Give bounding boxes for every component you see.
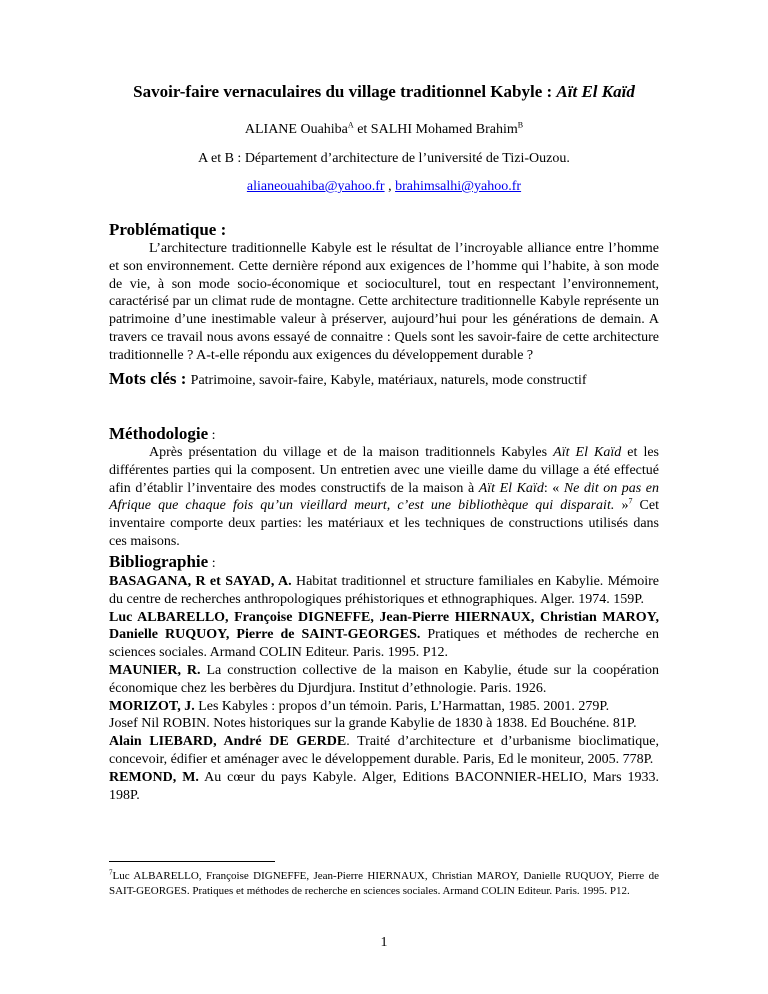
author-1-affiliation-mark: A	[347, 120, 354, 130]
footnote	[109, 869, 659, 899]
heading-methodologie	[109, 424, 216, 444]
bibliography-entry-details: Pratiques et méthodes de recherche en sciences sociales. Armand COLIN Editeur. Paris. 1995. P12.	[109, 627, 659, 661]
title-main: Savoir-faire vernaculaires du village traditionnel Kabyle :	[133, 82, 557, 101]
emails-line	[0, 179, 768, 195]
methodologie-place-1: Aït El Kaïd	[553, 445, 622, 460]
footnote-number: 7	[109, 868, 113, 877]
footnote-separator	[109, 861, 275, 862]
keywords-text: Patrimoine, savoir-faire, Kabyle, matériaux, naturels, mode constructif	[190, 373, 587, 388]
author-2: SALHI Mohamed Brahim	[370, 122, 518, 137]
bibliography-entry-details: . Traité d’architecture et d’urbanisme bioclimatique, concevoir, édifier et aménager avec le développement durable. Paris, Ed le moniteur, 2005. 778P.	[109, 734, 659, 767]
affiliation: A et B : Département d’architecture de l’université de Tizi-Ouzou.	[198, 151, 570, 166]
title-place: Aït El Kaïd	[556, 82, 635, 101]
document-title	[0, 82, 768, 102]
author-2-affiliation-mark: B	[517, 120, 524, 130]
bibliography-entry	[109, 698, 659, 716]
bibliography-entry	[109, 662, 659, 698]
heading-problematique: Problématique :	[109, 220, 227, 239]
authors-line	[0, 122, 768, 138]
author-1: ALIANE Ouahiba	[244, 122, 348, 137]
keywords-line	[109, 369, 587, 389]
methodologie-quote: Ne dit on pas en Afrique que chaque fois qu’un vieillard meurt, c’est une bibliothèque qui disparait.	[109, 480, 660, 514]
bibliography-entry	[109, 769, 659, 805]
bibliography-entry-details: La construction collective de la maison en Kabylie, étude sur la coopération économique chez les berbères du Djurdjura. Institut d’ethnologie. Paris. 1926.	[109, 662, 659, 696]
bibliographie-heading-text: Bibliographie	[109, 552, 209, 571]
methodologie-text-3: : «	[543, 480, 564, 496]
bibliography-entry-authors: Luc ALBARELLO, Françoise DIGNEFFE, Jean-Pierre HIERNAUX, Christian MAROY, Danielle RUQUOY, Pierre de SAINT-GEORGES.	[109, 609, 659, 643]
bibliography-entry-authors: MORIZOT, J.	[109, 698, 195, 714]
bibliography-entry-authors: Alain LIEBARD, André DE GERDE	[109, 734, 347, 750]
bibliography-entry-details: Josef Nil ROBIN. Notes historiques sur la grande Kabylie de 1830 à 1838. Ed Bouchéne. 81P.	[109, 716, 637, 732]
methodologie-text-5: Cet inventaire comporte deux parties: les matériaux et les techniques de constructions utilisés dans ces maisons.	[109, 498, 659, 549]
bibliography-entry-details: Au cœur du pays Kabyle. Alger, Editions BACONNIER-HELIO, Mars 1933. 198P.	[109, 769, 659, 803]
methodologie-place-2: Aït El Kaïd	[478, 480, 544, 496]
methodologie-paragraph	[109, 444, 659, 551]
methodologie-heading-colon: :	[208, 428, 216, 443]
page-number: 1	[380, 935, 388, 950]
bibliography-entry-authors: REMOND, M.	[109, 769, 199, 785]
email-link-2[interactable]: brahimsalhi@yahoo.fr	[395, 179, 522, 194]
problematique-paragraph: L’architecture traditionnelle Kabyle est le résultat de l’incroyable alliance entre l’homme et son environnement. Cette dernière répond aux exigences de l’homme qui l’habite, à son mode de vie, à son mode socio-économique et socioculturel, tout en respectant l’environnement, caractérisé par un climat rude de montagne. Cette architecture traditionnelle Kabyle représente un patrimoine d’une inestimable valeur à préserver, aujourd’hui pour les générations de demain. A travers ce travail nous avons essayé de connaitre : Quels sont les savoir-faire de cette architecture traditionnelle ? A-t-elle répondu aux exigences du développement durable ?	[109, 241, 659, 363]
footnote-text: Luc ALBARELLO, Françoise DIGNEFFE, Jean-Pierre HIERNAUX, Christian MAROY, Danielle RUQUOY, Pierre de SAIT-GEORGES. Pratiques et méthodes de recherche en sciences sociales. Armand COLIN Editeur. Paris. 1995. P12.	[109, 870, 659, 898]
bibliography-entry-authors: BASAGANA, R et SAYAD, A.	[109, 574, 292, 589]
bibliographie-heading-colon: :	[208, 556, 216, 571]
bibliography-entry-details: Habitat traditionnel et structure familiales en Kabylie. Mémoire du centre de recherches anthropologiques préhistoriques et ethnographiques. Alger. 1974. 159P.	[109, 574, 659, 607]
bibliography-entry-authors: MAUNIER, R.	[109, 662, 201, 678]
email-separator: ,	[384, 179, 396, 194]
bibliography-entry	[109, 715, 659, 733]
bibliography-entry	[109, 573, 659, 609]
email-link-1[interactable]: alianeouahiba@yahoo.fr	[246, 179, 385, 194]
methodologie-text-2: et les différentes parties qui la composent. Un entretien avec une vieille dame du village a été effectué afin d’établir l’inventaire des modes constructifs de la maison à	[109, 445, 659, 496]
bibliography-list	[109, 573, 659, 804]
author-connector: et	[353, 122, 371, 137]
heading-bibliographie	[109, 552, 216, 572]
keywords-label: Mots clés :	[109, 369, 191, 388]
methodologie-text-1: Après présentation du village et de la maison traditionnels Kabyles	[149, 445, 554, 460]
bibliography-entry	[109, 733, 659, 769]
methodologie-heading-text: Méthodologie	[109, 424, 209, 443]
bibliography-entry	[109, 609, 659, 662]
bibliography-entry-details: Les Kabyles : propos d’un témoin. Paris, L’Harmattan, 1985. 2001. 279P.	[194, 698, 610, 714]
footnote-reference[interactable]: 7	[628, 496, 633, 506]
methodologie-text-4: »	[614, 498, 629, 514]
